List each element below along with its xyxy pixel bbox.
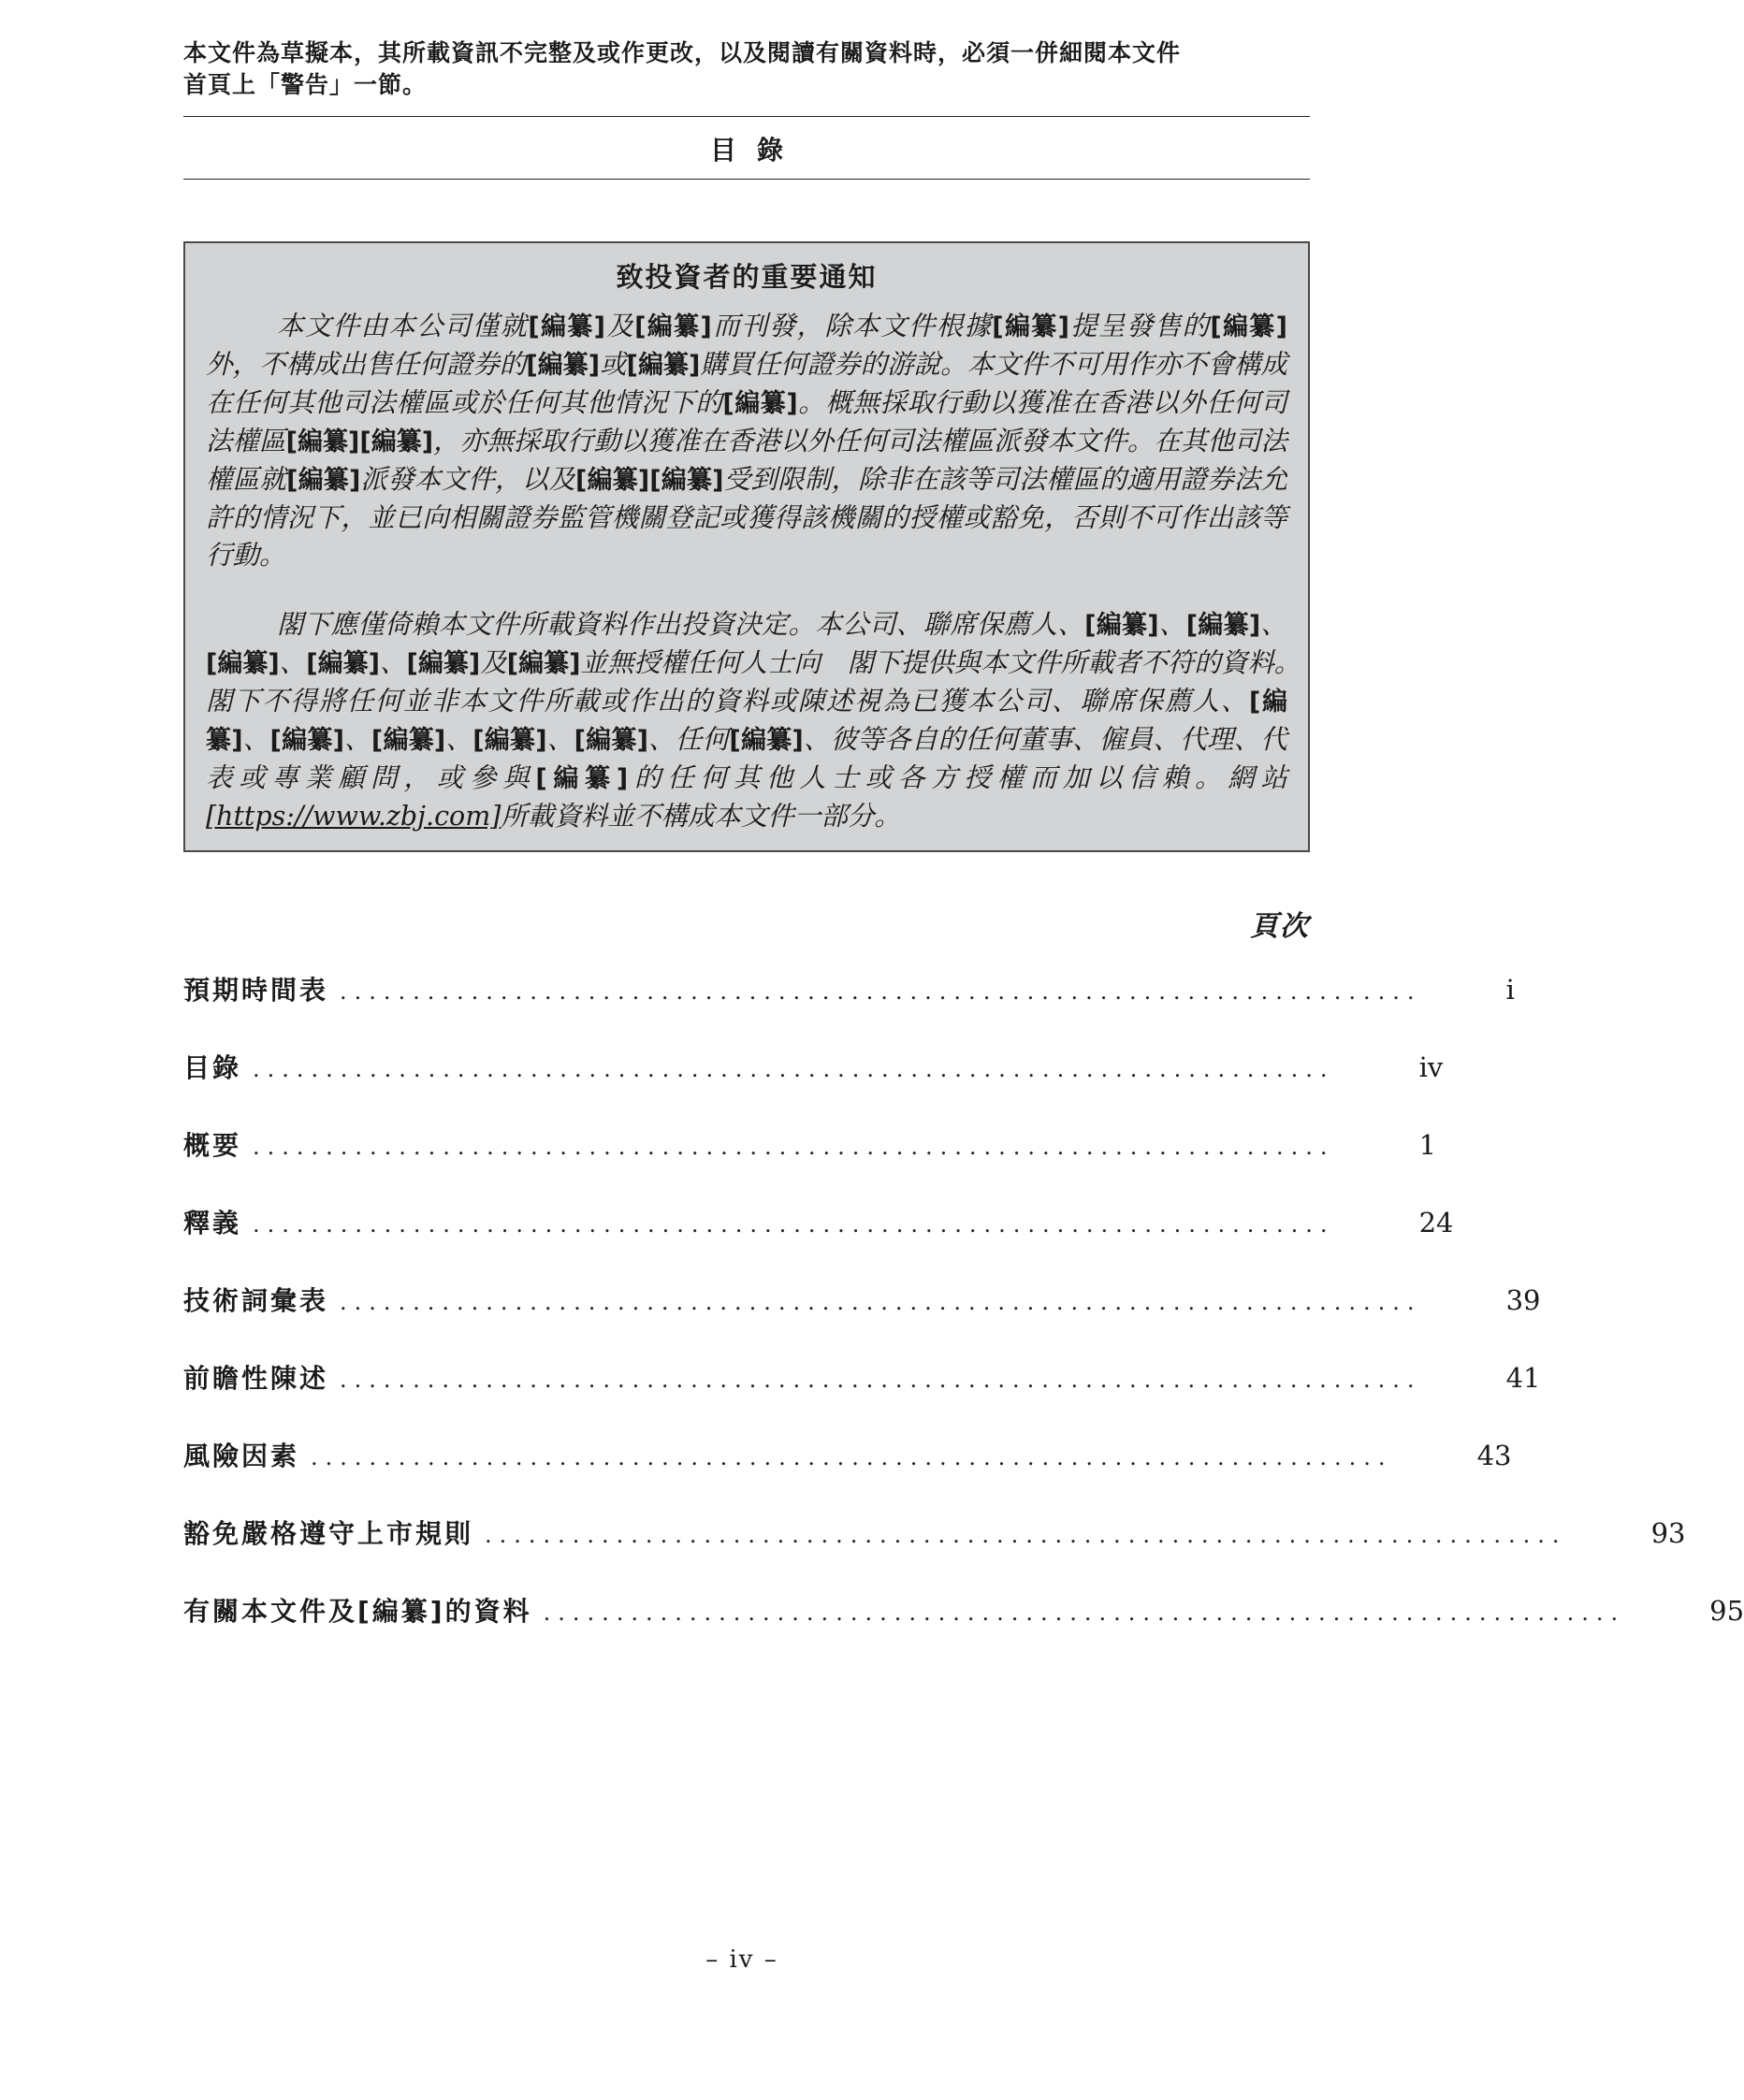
toc-entry[interactable] [183,1358,1541,1436]
redacted-placeholder: [編纂] [574,726,648,755]
notice-text: 本文件由本公司僅就 [277,311,529,341]
toc-entry-page: iv [1418,1051,1444,1083]
toc-entry-label: 技術詞彙表 [183,1285,329,1316]
notice-text: 的任何其他人士或各方授權而加以信賴。網站 [628,762,1287,793]
notice-text: 、 [279,647,307,678]
toc-entry-label: 前瞻性陳述 [183,1363,329,1394]
document-page [183,37,1744,1669]
toc-leader-dots: .......................................................................... [253,1056,1335,1082]
notice-text: 。概無採取行動以獲准在香港以外任何司法權區 [206,387,1287,456]
notice-text: 閣下應僅倚賴本文件所載資料作出投資決定。本公司、聯席保薦人、 [277,609,1085,640]
notice-text: 外，不構成出售任何證券的 [206,349,527,380]
notice-text: 、彼等各自的任何董事、僱員、代理、代表或專業顧問，或參與 [206,724,1287,793]
toc-entry-label: 釋義 [183,1208,242,1238]
title-rule [183,179,1310,180]
notice-text: 及 [480,647,507,678]
toc-entry-page: 95 [1709,1595,1744,1627]
page-number-footer: – iv – [705,1946,778,1974]
toc-entry-page: 1 [1418,1129,1437,1161]
draft-disclaimer: 本文件為草擬本，其所載資訊不完整及或作更改，以及閱讀有關資料時，必須一併細閱本文件 首頁上「警告」一節。 [183,39,1182,98]
redacted-placeholder: [編纂] [306,649,380,678]
toc-entry-page: i [1505,974,1515,1006]
notice-text: 、 [1158,609,1186,640]
notice-text: 並無授權任何人士向 閣下提供與本文件所載者不符的資料。 閣下不得將任何並非本文件所載或作出的資料或陳述視為已獲本公司、聯席保薦人、 [206,647,1315,717]
toc-entry-label: 目錄 [183,1052,242,1083]
notice-text: 、 [546,724,574,755]
notice-text: 、 [445,724,473,755]
notice-text: 或 [600,349,627,380]
toc-entry-page: 43 [1476,1440,1512,1471]
important-notice-box [183,241,1315,852]
page-column-header: 頁次 [1250,910,1310,943]
section-title: 目錄 [709,135,804,166]
redacted-placeholder: [編纂] [406,649,481,678]
redacted-placeholder: [編纂] [269,726,344,755]
toc-leader-dots: .......................................................................... [253,1211,1335,1238]
toc-leader-dots: .......................................................................... [340,1289,1422,1315]
redacted-placeholder: [編纂][編纂] [575,466,724,495]
redacted-placeholder: [編纂] [626,351,701,380]
redacted-placeholder: [編纂] [286,466,361,495]
toc-leader-dots: .......................................................................... [485,1522,1567,1548]
toc-entry-label: 有關本文件及[編纂]的資料 [183,1596,532,1627]
toc-entry[interactable] [183,1281,1541,1358]
notice-paragraph-2 [206,606,1315,835]
toc-entry[interactable] [183,1436,1512,1513]
toc-leader-dots: .......................................................................... [311,1444,1393,1470]
redacted-placeholder: [編纂] [729,726,804,755]
toc-entry[interactable] [183,1591,1744,1669]
toc-entry[interactable] [183,1203,1454,1281]
toc-leader-dots: .......................................................................... [340,1367,1422,1393]
notice-text: 、 [379,647,407,678]
notice-text: 受到限制，除非在該等司法權區的適用證券法允許的情況下，並已向相關證券監管機關登記或獲得該機關的授權或豁免，否則不可作出該等行動。 [206,464,1287,571]
toc-leader-dots: .......................................................................... [340,978,1422,1005]
toc-entry-page: 93 [1650,1517,1686,1549]
redacted-placeholder: [編纂] [535,764,629,793]
notice-text: 、 [242,724,270,755]
toc-entry-label: 豁免嚴格遵守上市規則 [183,1518,474,1549]
notice-title: 致投資者的重要通知 [616,261,878,293]
redacted-placeholder: [編纂] [472,726,547,755]
redacted-placeholder: [編纂][編纂] [285,427,434,456]
notice-text: ，亦無採取行動以獲准在香港以外任何司法權區派發本文件。在其他司法權區就 [206,426,1287,495]
toc-entry-label: 預期時間表 [183,975,329,1006]
redacted-placeholder: [編纂] [206,688,1287,755]
notice-text: 提呈發售的 [1068,311,1211,341]
redacted-placeholder: [編纂] [1185,611,1261,640]
toc-entry[interactable] [183,1048,1444,1125]
website-link[interactable]: [https://www.zbj.com] [206,801,501,832]
redacted-placeholder: [編纂] [1210,312,1287,341]
notice-text: 所載資料並不構成本文件一部分。 [501,801,901,832]
notice-text: 購買任何證券的游說。本文件不可用作亦不會構成在任何其他司法權區或於任何其他情況下的 [206,349,1287,418]
redacted-placeholder: [編纂] [506,649,581,678]
notice-text: 而刊發，除本文件根據 [711,311,993,341]
toc-entry-page: 24 [1418,1207,1454,1238]
toc-entry-label: 風險因素 [183,1441,300,1471]
redacted-placeholder: [編纂] [526,351,601,380]
redacted-placeholder: [編纂] [371,726,446,755]
redacted-placeholder: [編纂] [206,649,280,678]
toc-leader-dots: .......................................................................... [543,1600,1626,1626]
redacted-placeholder: [編纂] [992,312,1069,341]
toc-entry[interactable] [183,1513,1686,1591]
toc-leader-dots: .......................................................................... [253,1134,1335,1160]
redacted-placeholder: [編纂] [528,312,605,341]
table-of-contents [183,970,1744,1669]
toc-entry-label: 概要 [183,1130,242,1161]
notice-text: 、 [1260,609,1287,640]
notice-text: 、 [343,724,371,755]
notice-paragraph-1 [206,308,1287,574]
redacted-placeholder: [編纂] [722,389,798,418]
toc-entry-page: 41 [1505,1362,1541,1394]
redacted-placeholder: [編纂] [634,312,712,341]
redacted-placeholder: [編纂] [1084,611,1159,640]
toc-entry[interactable] [183,970,1515,1048]
notice-text: 及 [605,311,635,341]
toc-entry[interactable] [183,1125,1437,1203]
notice-text: 、任何 [647,724,730,755]
notice-text: 派發本文件，以及 [360,464,576,495]
toc-entry-page: 39 [1505,1284,1541,1316]
